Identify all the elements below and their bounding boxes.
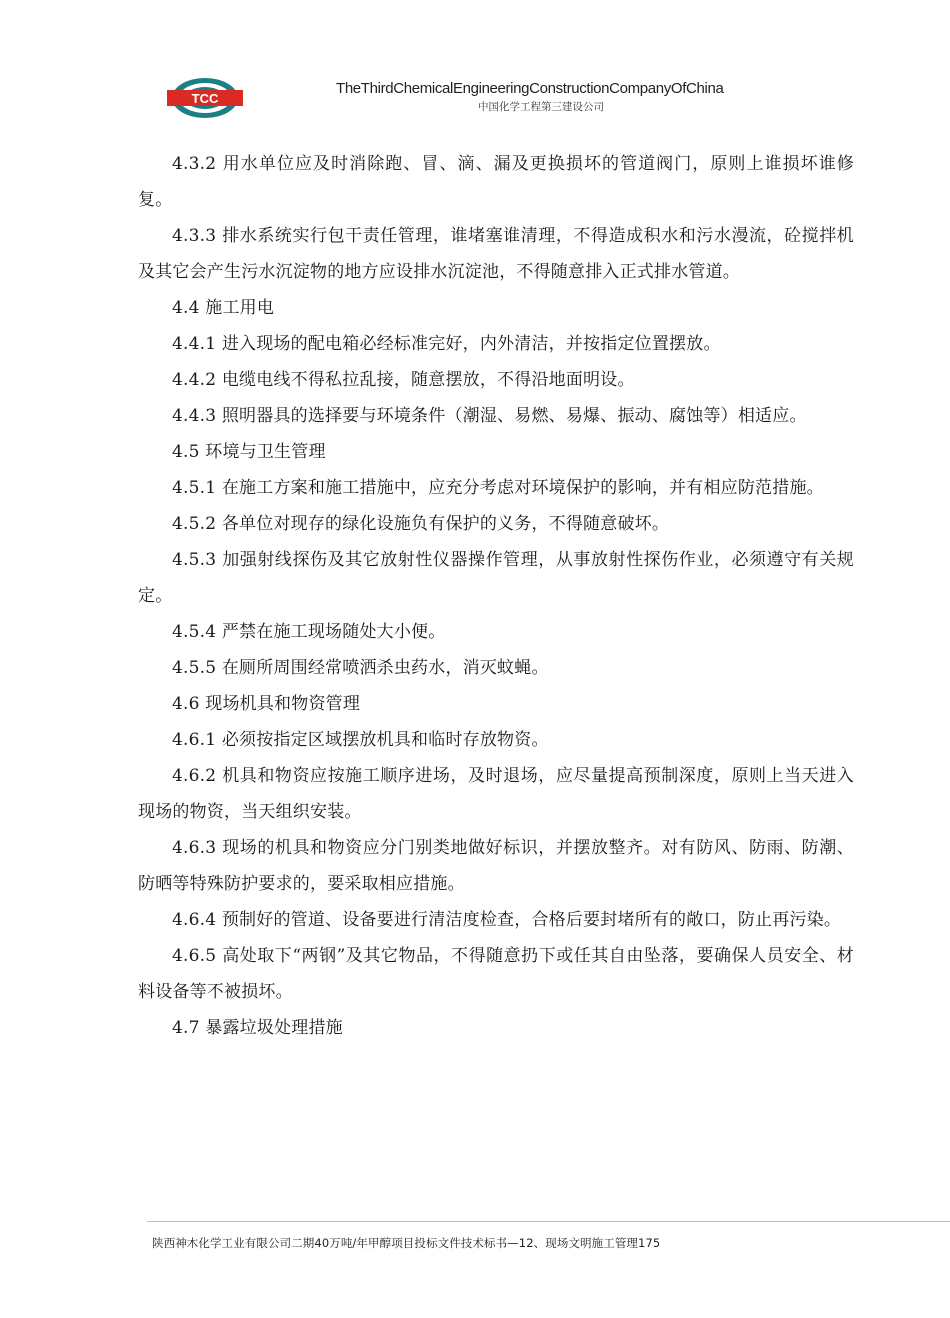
paragraph: 4.6.4 预制好的管道、设备要进行清洁度检查，合格后要封堵所有的敞口，防止再污染。 xyxy=(172,910,842,930)
logo-text: TCC xyxy=(191,91,219,106)
paragraph: 4.4.2 电缆电线不得私拉乱接，随意摆放，不得沿地面明设。 xyxy=(172,370,635,390)
company-name-english: TheThirdChemicalEngineeringConstructionCompanyOfChina xyxy=(336,80,724,97)
paragraph: 4.5.4 严禁在施工现场随处大小便。 xyxy=(172,622,446,642)
tcc-logo-icon xyxy=(165,76,245,120)
footer-divider xyxy=(147,1221,950,1222)
paragraph: 4.5.2 各单位对现存的绿化设施负有保护的义务，不得随意破坏。 xyxy=(172,514,670,534)
section-heading: 4.6 现场机具和物资管理 xyxy=(172,694,361,714)
section-heading: 4.4 施工用电 xyxy=(172,298,275,318)
paragraph: 4.6.2 机具和物资应按施工顺序进场，及时退场，应尽量提高预制深度，原则上当天进入现场的物资，当天组织安装。 xyxy=(138,766,854,822)
paragraph: 4.6.3 现场的机具和物资应分门别类地做好标识，并摆放整齐。对有防风、防雨、防潮、防晒等特殊防护要求的，要采取相应措施。 xyxy=(138,838,854,894)
paragraph: 4.3.3 排水系统实行包干责任管理，谁堵塞谁清理，不得造成积水和污水漫流，砼搅拌机及其它会产生污水沉淀物的地方应设排水沉淀池，不得随意排入正式排水管道。 xyxy=(138,226,854,282)
page-footer: 陕西神木化学工业有限公司二期40万吨/年甲醇项目投标文件技术标书—12、现场文明施工管理175 xyxy=(152,1236,661,1250)
paragraph: 4.6.1 必须按指定区域摆放机具和临时存放物资。 xyxy=(172,730,549,750)
section-heading: 4.7 暴露垃圾处理措施 xyxy=(172,1018,343,1038)
paragraph: 4.4.1 进入现场的配电箱必经标准完好，内外清洁，并按指定位置摆放。 xyxy=(172,334,721,354)
paragraph: 4.5.1 在施工方案和施工措施中，应充分考虑对环境保护的影响，并有相应防范措施。 xyxy=(172,478,824,498)
document-body xyxy=(138,146,854,1046)
paragraph: 4.3.2 用水单位应及时消除跑、冒、滴、漏及更换损坏的管道阀门，原则上谁损坏谁修复。 xyxy=(138,154,854,210)
paragraph: 4.6.5 高处取下“两钢”及其它物品，不得随意扔下或任其自由坠落，要确保人员安全、材料设备等不被损坏。 xyxy=(138,946,854,1002)
company-name-chinese: 中国化学工程第三建设公司 xyxy=(478,101,604,113)
paragraph: 4.5.3 加强射线探伤及其它放射性仪器操作管理，从事放射性探伤作业，必须遵守有关规定。 xyxy=(138,550,854,606)
page-header xyxy=(0,0,950,130)
section-heading: 4.5 环境与卫生管理 xyxy=(172,442,326,462)
paragraph: 4.5.5 在厕所周围经常喷洒杀虫药水，消灭蚊蝇。 xyxy=(172,658,549,678)
paragraph: 4.4.3 照明器具的选择要与环境条件（潮湿、易燃、易爆、振动、腐蚀等）相适应。 xyxy=(172,406,807,426)
